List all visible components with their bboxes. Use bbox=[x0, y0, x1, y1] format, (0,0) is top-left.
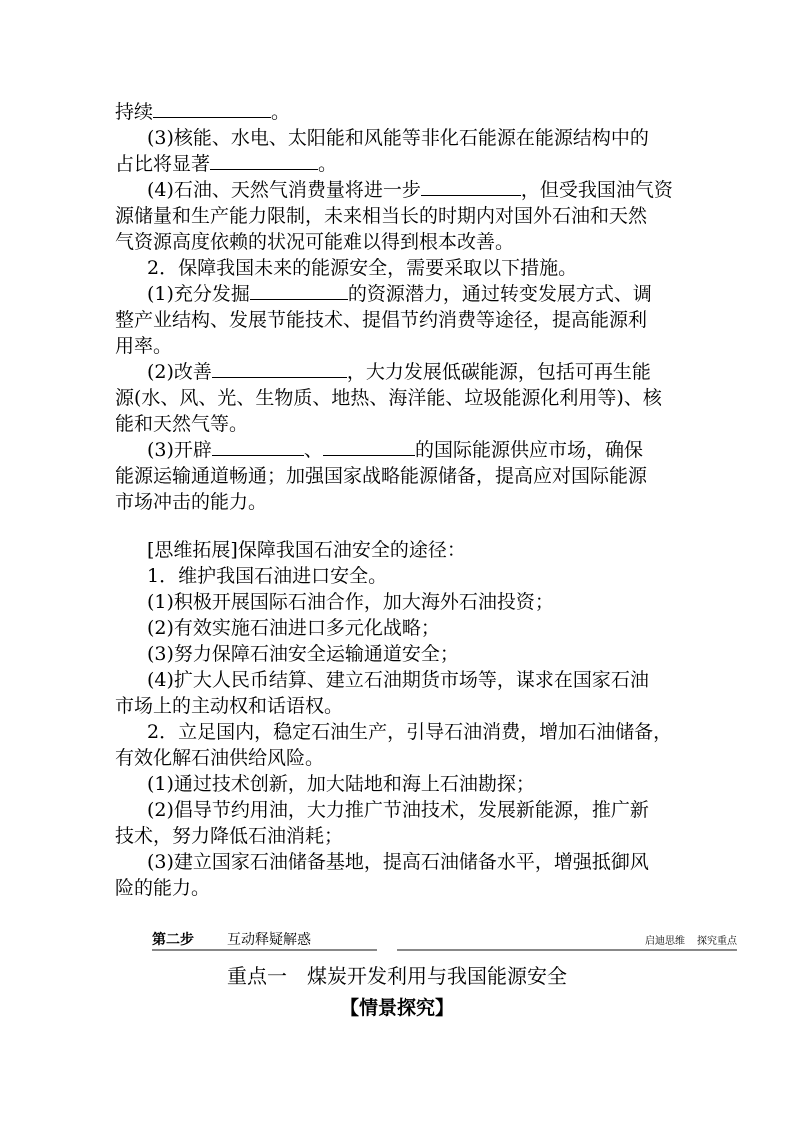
text-line: (3)开辟 、 的国际能源供应市场，确保 bbox=[147, 439, 643, 461]
text-line: 能源运输通道畅通；加强国家战略能源储备，提高应对国际能源 bbox=[115, 465, 648, 487]
section-heading: 重点一 煤炭开发利用与我国能源安全 bbox=[227, 964, 567, 988]
fill-blank bbox=[323, 437, 415, 456]
text-line: 2．立足国内，稳定石油生产，引导石油消费，增加石油储备， bbox=[147, 721, 673, 743]
fill-blank bbox=[421, 177, 521, 196]
text-line: 技术，努力降低石油消耗； bbox=[115, 825, 344, 847]
fill-blank bbox=[212, 437, 304, 456]
section-bar-right bbox=[397, 929, 737, 951]
text-line: 险的能力。 bbox=[115, 877, 211, 899]
section-bar-left bbox=[152, 929, 377, 951]
tag: 探究重点 bbox=[697, 936, 737, 947]
text-line: (4)扩大人民币结算、建立石油期货市场等，谋求在国家石油 bbox=[147, 669, 649, 691]
step-name: 互动释疑解惑 bbox=[227, 932, 311, 948]
text-line: 用率。 bbox=[115, 335, 173, 357]
text-line bbox=[115, 99, 685, 125]
text-line: (3)核能、水电、太阳能和风能等非化石能源在能源结构中的 bbox=[147, 127, 649, 149]
text-line: 有效化解石油供给风险。 bbox=[115, 747, 325, 769]
text-line: (4)石油、天然气消费量将进一步 ，但受我国油气资 bbox=[147, 179, 673, 201]
text-line: 2．保障我国未来的能源安全，需要采取以下措施。 bbox=[147, 257, 578, 279]
fill-blank bbox=[212, 359, 347, 378]
text-line: (1)积极开展国际石油合作，加大海外石油投资； bbox=[147, 591, 554, 613]
text-line: 源储量和生产能力限制，未来相当长的时期内对国外石油和天然 bbox=[115, 205, 648, 227]
text-line: (3)努力保障石油安全运输通道安全； bbox=[147, 643, 459, 665]
text-line: (2)有效实施石油进口多元化战略； bbox=[147, 617, 440, 639]
tag: 启迪思维 bbox=[645, 936, 685, 947]
text-line: [思维拓展]保障我国石油安全的途径： bbox=[147, 539, 466, 561]
step-number: 第二步 bbox=[152, 932, 194, 948]
text-line: 气资源高度依赖的状况可能难以得到根本改善。 bbox=[115, 231, 515, 253]
text-line: (2)倡导节约用油，大力推广节油技术，发展新能源，推广新 bbox=[147, 799, 649, 821]
fill-blank bbox=[210, 151, 318, 170]
fill-blank bbox=[250, 281, 348, 300]
text-line: 能和天然气等。 bbox=[115, 413, 249, 435]
subheading: 【情景探究】 bbox=[339, 997, 454, 1019]
fill-blank bbox=[153, 99, 271, 118]
text-line: (3)建立国家石油储备基地，提高石油储备水平，增强抵御风 bbox=[147, 851, 649, 873]
section-tags bbox=[633, 932, 737, 947]
text: 持续 bbox=[115, 101, 154, 123]
text-line: (1)充分发掘 的资源潜力，通过转变发展方式、调 bbox=[147, 283, 652, 305]
text-line: 市场冲击的能力。 bbox=[115, 491, 268, 513]
text: 。 bbox=[271, 101, 291, 123]
text-line: 市场上的主动权和话语权。 bbox=[115, 695, 344, 717]
text-line: 1．维护我国石油进口安全。 bbox=[147, 565, 388, 587]
text-line: 占比将显著 。 bbox=[115, 153, 338, 175]
text-line: (1)通过技术创新，加大陆地和海上石油勘探； bbox=[147, 773, 535, 795]
text-line: 整产业结构、发展节能技术、提倡节约消费等途径，提高能源利 bbox=[115, 309, 648, 331]
text-line: (2)改善 ，大力发展低碳能源，包括可再生能 bbox=[147, 361, 651, 383]
text-line: 源(水、风、光、生物质、地热、海洋能、垃圾能源化利用等)、核 bbox=[115, 387, 662, 409]
section-bar bbox=[152, 929, 737, 951]
